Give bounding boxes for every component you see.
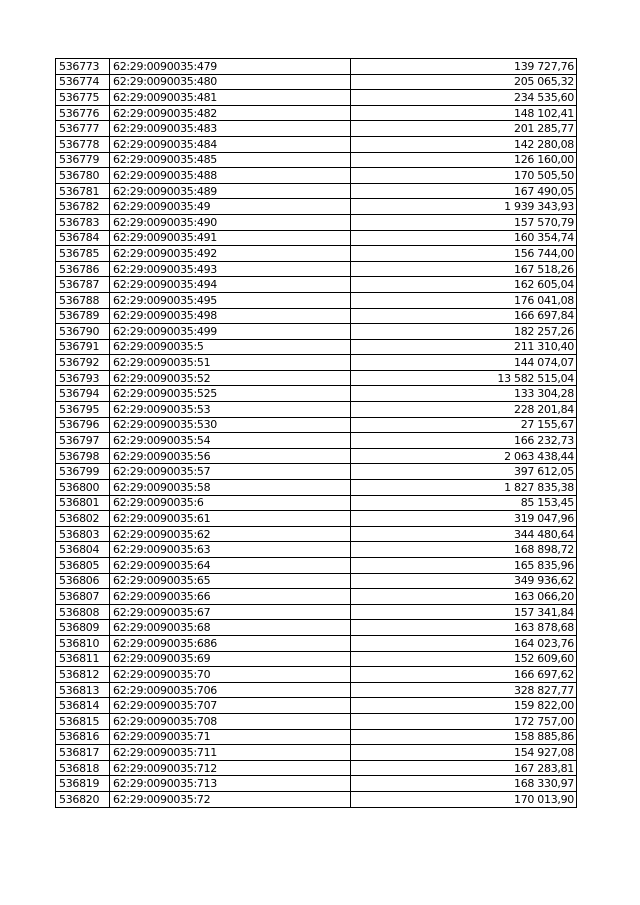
row-id-cell: 536775 <box>56 90 110 106</box>
cadastral-number-cell: 62:29:0090035:483 <box>110 121 351 137</box>
cadastral-number-cell: 62:29:0090035:49 <box>110 199 351 215</box>
table-row <box>56 230 577 246</box>
row-id-cell: 536804 <box>56 542 110 558</box>
row-id-cell: 536818 <box>56 760 110 776</box>
cadastral-number-cell: 62:29:0090035:68 <box>110 620 351 636</box>
cadastral-number-cell: 62:29:0090035:63 <box>110 542 351 558</box>
cadastral-value-cell: 163 878,68 <box>351 620 577 636</box>
cadastral-value-cell: 234 535,60 <box>351 90 577 106</box>
cadastral-number-cell: 62:29:0090035:5 <box>110 339 351 355</box>
row-id-cell: 536797 <box>56 433 110 449</box>
cadastral-number-cell: 62:29:0090035:70 <box>110 667 351 683</box>
cadastral-number-cell: 62:29:0090035:58 <box>110 480 351 496</box>
cadastral-number-cell: 62:29:0090035:65 <box>110 573 351 589</box>
cadastral-number-cell: 62:29:0090035:711 <box>110 745 351 761</box>
cadastral-value-cell: 201 285,77 <box>351 121 577 137</box>
cadastral-value-cell: 397 612,05 <box>351 464 577 480</box>
cadastral-value-cell: 319 047,96 <box>351 511 577 527</box>
cadastral-value-cell: 162 605,04 <box>351 277 577 293</box>
table-row <box>56 667 577 683</box>
table-row <box>56 542 577 558</box>
cadastral-value-cell: 142 280,08 <box>351 136 577 152</box>
cadastral-value-cell: 144 074,07 <box>351 355 577 371</box>
cadastral-number-cell: 62:29:0090035:525 <box>110 386 351 402</box>
cadastral-value-cell: 164 023,76 <box>351 635 577 651</box>
row-id-cell: 536780 <box>56 168 110 184</box>
cadastral-value-cell: 170 013,90 <box>351 791 577 807</box>
row-id-cell: 536800 <box>56 480 110 496</box>
table-row <box>56 417 577 433</box>
row-id-cell: 536819 <box>56 776 110 792</box>
cadastral-value-cell: 157 341,84 <box>351 604 577 620</box>
table-row <box>56 698 577 714</box>
cadastral-value-cell: 156 744,00 <box>351 246 577 262</box>
row-id-cell: 536806 <box>56 573 110 589</box>
table-row <box>56 573 577 589</box>
cadastral-number-cell: 62:29:0090035:712 <box>110 760 351 776</box>
cadastral-number-cell: 62:29:0090035:72 <box>110 791 351 807</box>
table-row <box>56 90 577 106</box>
row-id-cell: 536779 <box>56 152 110 168</box>
row-id-cell: 536773 <box>56 59 110 75</box>
cadastral-value-cell: 168 330,97 <box>351 776 577 792</box>
cadastral-value-cell: 166 697,62 <box>351 667 577 683</box>
cadastral-number-cell: 62:29:0090035:62 <box>110 526 351 542</box>
cadastral-value-cell: 167 518,26 <box>351 261 577 277</box>
row-id-cell: 536777 <box>56 121 110 137</box>
table-row <box>56 386 577 402</box>
cadastral-number-cell: 62:29:0090035:707 <box>110 698 351 714</box>
cadastral-value-cell: 172 757,00 <box>351 713 577 729</box>
table-row <box>56 682 577 698</box>
row-id-cell: 536796 <box>56 417 110 433</box>
row-id-cell: 536820 <box>56 791 110 807</box>
row-id-cell: 536790 <box>56 324 110 340</box>
table-row <box>56 729 577 745</box>
cadastral-value-cell: 349 936,62 <box>351 573 577 589</box>
cadastral-number-cell: 62:29:0090035:499 <box>110 324 351 340</box>
row-id-cell: 536808 <box>56 604 110 620</box>
row-id-cell: 536810 <box>56 635 110 651</box>
table-row <box>56 791 577 807</box>
row-id-cell: 536781 <box>56 183 110 199</box>
cadastral-number-cell: 62:29:0090035:495 <box>110 292 351 308</box>
cadastral-number-cell: 62:29:0090035:484 <box>110 136 351 152</box>
row-id-cell: 536816 <box>56 729 110 745</box>
cadastral-number-cell: 62:29:0090035:713 <box>110 776 351 792</box>
cadastral-value-cell: 163 066,20 <box>351 589 577 605</box>
cadastral-number-cell: 62:29:0090035:54 <box>110 433 351 449</box>
cadastral-value-cell: 2 063 438,44 <box>351 448 577 464</box>
row-id-cell: 536812 <box>56 667 110 683</box>
table-row <box>56 760 577 776</box>
cadastral-value-cell: 157 570,79 <box>351 214 577 230</box>
cadastral-number-cell: 62:29:0090035:53 <box>110 402 351 418</box>
cadastral-value-cell: 133 304,28 <box>351 386 577 402</box>
row-id-cell: 536799 <box>56 464 110 480</box>
row-id-cell: 536785 <box>56 246 110 262</box>
cadastral-number-cell: 62:29:0090035:481 <box>110 90 351 106</box>
table-row <box>56 277 577 293</box>
cadastral-value-cell: 1 827 835,38 <box>351 480 577 496</box>
table-row <box>56 246 577 262</box>
cadastral-number-cell: 62:29:0090035:56 <box>110 448 351 464</box>
table-row <box>56 589 577 605</box>
row-id-cell: 536791 <box>56 339 110 355</box>
cadastral-number-cell: 62:29:0090035:706 <box>110 682 351 698</box>
cadastral-value-cell: 165 835,96 <box>351 558 577 574</box>
cadastral-number-cell: 62:29:0090035:64 <box>110 558 351 574</box>
cadastral-number-cell: 62:29:0090035:485 <box>110 152 351 168</box>
cadastral-number-cell: 62:29:0090035:66 <box>110 589 351 605</box>
row-id-cell: 536811 <box>56 651 110 667</box>
cadastral-number-cell: 62:29:0090035:479 <box>110 59 351 75</box>
row-id-cell: 536801 <box>56 495 110 511</box>
row-id-cell: 536776 <box>56 105 110 121</box>
row-id-cell: 536809 <box>56 620 110 636</box>
table-row <box>56 635 577 651</box>
table-row <box>56 105 577 121</box>
table-row <box>56 136 577 152</box>
table-row <box>56 776 577 792</box>
cadastral-value-cell: 85 153,45 <box>351 495 577 511</box>
cadastral-number-cell: 62:29:0090035:493 <box>110 261 351 277</box>
table-row <box>56 59 577 75</box>
row-id-cell: 536786 <box>56 261 110 277</box>
table-row <box>56 526 577 542</box>
cadastral-number-cell: 62:29:0090035:494 <box>110 277 351 293</box>
cadastral-value-cell: 182 257,26 <box>351 324 577 340</box>
row-id-cell: 536792 <box>56 355 110 371</box>
cadastral-value-cell: 160 354,74 <box>351 230 577 246</box>
row-id-cell: 536807 <box>56 589 110 605</box>
cadastral-value-cell: 211 310,40 <box>351 339 577 355</box>
cadastral-value-cell: 166 697,84 <box>351 308 577 324</box>
table-row <box>56 558 577 574</box>
cadastral-value-cell: 167 283,81 <box>351 760 577 776</box>
row-id-cell: 536814 <box>56 698 110 714</box>
row-id-cell: 536787 <box>56 277 110 293</box>
cadastral-value-cell: 139 727,76 <box>351 59 577 75</box>
row-id-cell: 536813 <box>56 682 110 698</box>
table-row <box>56 74 577 90</box>
table-row <box>56 480 577 496</box>
cadastral-value-cell: 168 898,72 <box>351 542 577 558</box>
row-id-cell: 536783 <box>56 214 110 230</box>
table-row <box>56 121 577 137</box>
cadastral-number-cell: 62:29:0090035:488 <box>110 168 351 184</box>
cadastral-value-cell: 158 885,86 <box>351 729 577 745</box>
cadastral-number-cell: 62:29:0090035:708 <box>110 713 351 729</box>
row-id-cell: 536805 <box>56 558 110 574</box>
cadastral-value-cell: 344 480,64 <box>351 526 577 542</box>
table-row <box>56 308 577 324</box>
row-id-cell: 536793 <box>56 370 110 386</box>
table-row <box>56 214 577 230</box>
cadastral-number-cell: 62:29:0090035:480 <box>110 74 351 90</box>
table-row <box>56 620 577 636</box>
cadastral-value-table <box>55 58 577 808</box>
cadastral-value-cell: 167 490,05 <box>351 183 577 199</box>
table-row <box>56 511 577 527</box>
cadastral-value-cell: 126 160,00 <box>351 152 577 168</box>
row-id-cell: 536794 <box>56 386 110 402</box>
cadastral-number-cell: 62:29:0090035:67 <box>110 604 351 620</box>
table-row <box>56 199 577 215</box>
row-id-cell: 536774 <box>56 74 110 90</box>
row-id-cell: 536815 <box>56 713 110 729</box>
cadastral-value-cell: 328 827,77 <box>351 682 577 698</box>
cadastral-value-cell: 170 505,50 <box>351 168 577 184</box>
row-id-cell: 536798 <box>56 448 110 464</box>
cadastral-number-cell: 62:29:0090035:498 <box>110 308 351 324</box>
table-row <box>56 604 577 620</box>
row-id-cell: 536803 <box>56 526 110 542</box>
cadastral-value-cell: 148 102,41 <box>351 105 577 121</box>
table-row <box>56 651 577 667</box>
cadastral-number-cell: 62:29:0090035:51 <box>110 355 351 371</box>
table-row <box>56 448 577 464</box>
table-row <box>56 713 577 729</box>
cadastral-number-cell: 62:29:0090035:61 <box>110 511 351 527</box>
table-row <box>56 433 577 449</box>
row-id-cell: 536782 <box>56 199 110 215</box>
cadastral-number-cell: 62:29:0090035:492 <box>110 246 351 262</box>
row-id-cell: 536784 <box>56 230 110 246</box>
cadastral-number-cell: 62:29:0090035:52 <box>110 370 351 386</box>
cadastral-number-cell: 62:29:0090035:490 <box>110 214 351 230</box>
table-row <box>56 464 577 480</box>
table-body <box>56 59 577 808</box>
cadastral-value-cell: 27 155,67 <box>351 417 577 433</box>
cadastral-value-cell: 154 927,08 <box>351 745 577 761</box>
cadastral-value-cell: 176 041,08 <box>351 292 577 308</box>
table-row <box>56 339 577 355</box>
table-row <box>56 324 577 340</box>
cadastral-value-cell: 152 609,60 <box>351 651 577 667</box>
row-id-cell: 536802 <box>56 511 110 527</box>
table-row <box>56 183 577 199</box>
table-row <box>56 168 577 184</box>
cadastral-value-cell: 1 939 343,93 <box>351 199 577 215</box>
table-row <box>56 261 577 277</box>
cadastral-value-cell: 166 232,73 <box>351 433 577 449</box>
cadastral-number-cell: 62:29:0090035:491 <box>110 230 351 246</box>
cadastral-number-cell: 62:29:0090035:6 <box>110 495 351 511</box>
cadastral-number-cell: 62:29:0090035:69 <box>110 651 351 667</box>
cadastral-number-cell: 62:29:0090035:71 <box>110 729 351 745</box>
table-row <box>56 745 577 761</box>
cadastral-value-cell: 205 065,32 <box>351 74 577 90</box>
row-id-cell: 536788 <box>56 292 110 308</box>
cadastral-value-cell: 13 582 515,04 <box>351 370 577 386</box>
cadastral-number-cell: 62:29:0090035:530 <box>110 417 351 433</box>
cadastral-number-cell: 62:29:0090035:686 <box>110 635 351 651</box>
row-id-cell: 536789 <box>56 308 110 324</box>
row-id-cell: 536817 <box>56 745 110 761</box>
cadastral-value-cell: 228 201,84 <box>351 402 577 418</box>
cadastral-number-cell: 62:29:0090035:57 <box>110 464 351 480</box>
row-id-cell: 536778 <box>56 136 110 152</box>
table-row <box>56 152 577 168</box>
table-row <box>56 402 577 418</box>
cadastral-value-cell: 159 822,00 <box>351 698 577 714</box>
cadastral-number-cell: 62:29:0090035:489 <box>110 183 351 199</box>
cadastral-number-cell: 62:29:0090035:482 <box>110 105 351 121</box>
table-row <box>56 370 577 386</box>
row-id-cell: 536795 <box>56 402 110 418</box>
table-row <box>56 292 577 308</box>
table-row <box>56 495 577 511</box>
table-row <box>56 355 577 371</box>
